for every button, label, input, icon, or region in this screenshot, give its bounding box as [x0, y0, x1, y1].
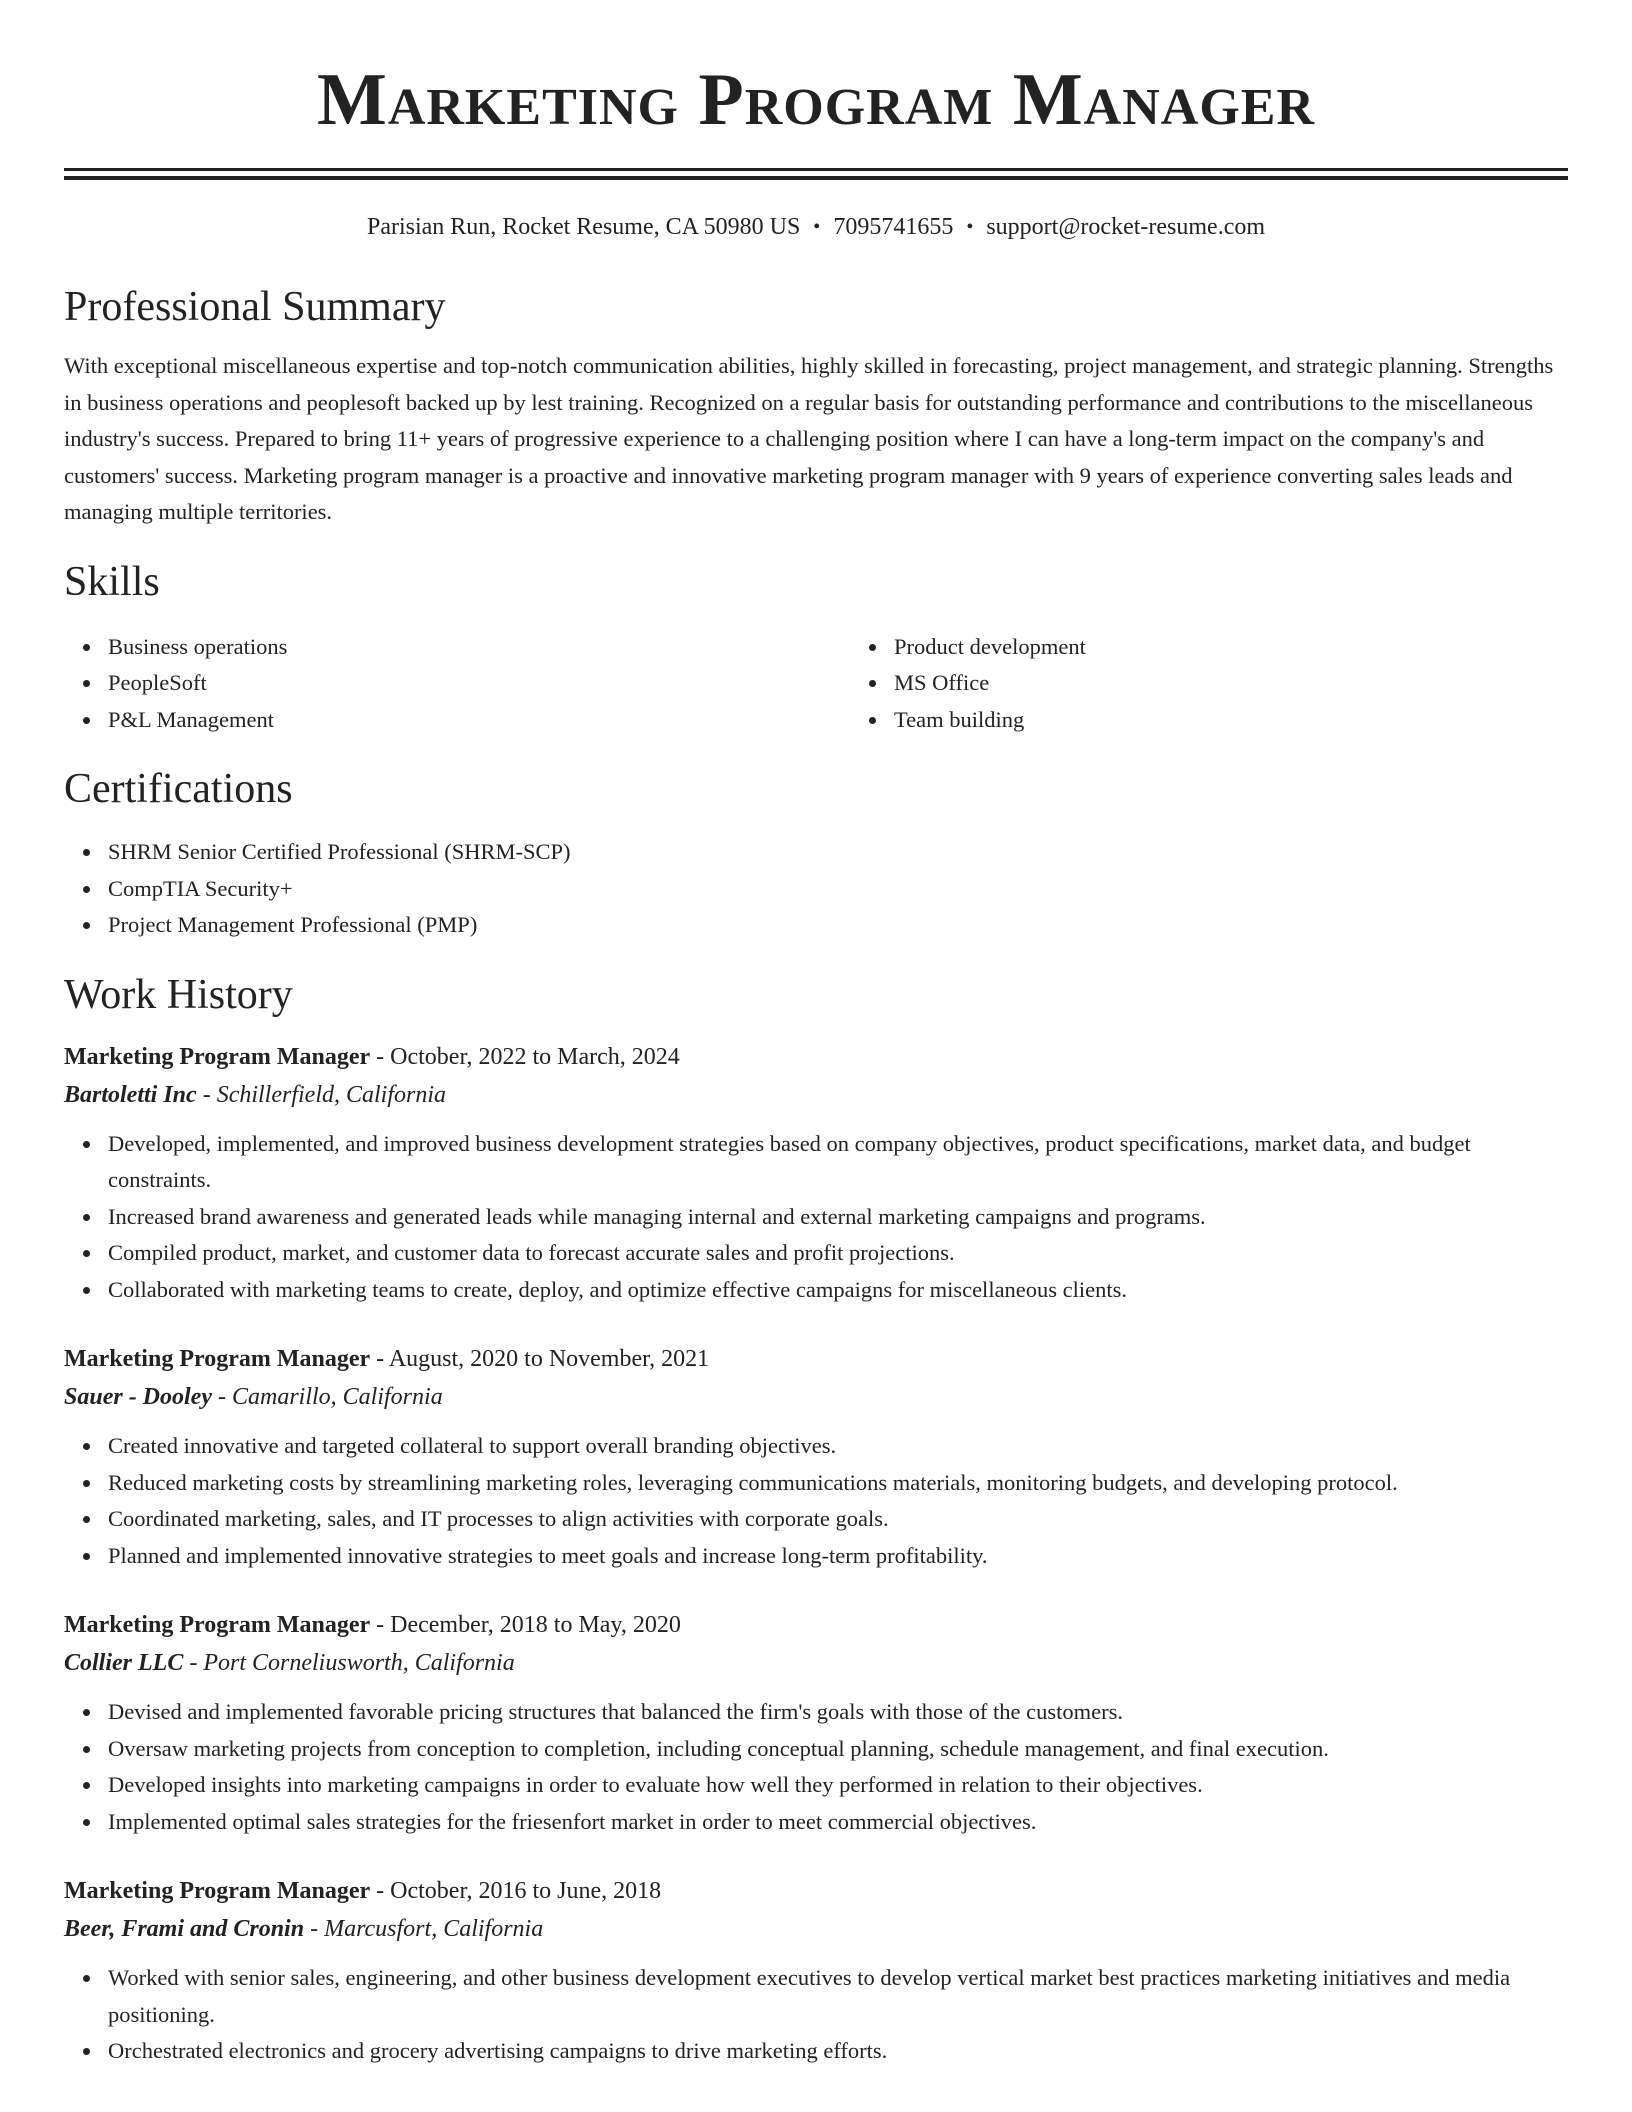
- job-dates: October, 2022 to March, 2024: [390, 1043, 680, 1070]
- company-location: Schillerfield, California: [216, 1081, 447, 1108]
- skill-item: Business operations: [108, 629, 850, 666]
- job-bullets: [64, 1960, 1568, 2070]
- job-title-line: Marketing Program Manager - October, 2022 to March, 2024: [64, 1043, 680, 1070]
- job-bullet: Developed, implemented, and improved business development strategies based on company objectives, product specifications, market data, and budget constraints.: [108, 1126, 1568, 1199]
- job-bullet: Orchestrated electronics and grocery advertising campaigns to drive marketing efforts.: [108, 2033, 1568, 2070]
- resume-title: Marketing Program Manager: [316, 59, 1316, 141]
- skill-item: PeopleSoft: [108, 665, 850, 702]
- work-history-heading: Work History: [64, 971, 293, 1018]
- job-bullet: Oversaw marketing projects from conception to completion, including conceptual planning, schedule management, and final execution.: [108, 1731, 1568, 1768]
- job-entry: [64, 1038, 1568, 1309]
- job-title: Marketing Program Manager: [64, 1878, 371, 1904]
- certification-item: CompTIA Security+: [108, 871, 1568, 908]
- certification-item: SHRM Senior Certified Professional (SHRM-SCP): [108, 834, 1568, 871]
- job-entry: [64, 1872, 1568, 2070]
- job-bullet: Developed insights into marketing campaigns in order to evaluate how well they performed in relation to their objectives.: [108, 1767, 1568, 1804]
- job-bullet: Implemented optimal sales strategies for the friesenfort market in order to meet commercial objectives.: [108, 1804, 1568, 1841]
- skills-heading: Skills: [64, 558, 160, 605]
- job-bullets: [64, 1428, 1568, 1574]
- contact-phone: 7095741655: [833, 214, 954, 240]
- skill-item: MS Office: [894, 665, 1632, 702]
- title-divider-top: [64, 168, 1568, 171]
- skill-item: Product development: [894, 629, 1632, 666]
- company-name: Beer, Frami and Cronin: [64, 1916, 305, 1942]
- job-dates: August, 2020 to November, 2021: [388, 1346, 710, 1372]
- job-title-line: Marketing Program Manager - August, 2020 to November, 2021: [64, 1346, 710, 1372]
- job-entry: [64, 1340, 1568, 1574]
- job-title-line: Marketing Program Manager - December, 2018 to May, 2020: [64, 1612, 681, 1638]
- skills-list: [64, 629, 1568, 739]
- job-bullet: Increased brand awareness and generated leads while managing internal and external marketing campaigns and programs.: [108, 1199, 1568, 1236]
- contact-line: [64, 212, 1568, 242]
- job-title-line: Marketing Program Manager - October, 2016 to June, 2018: [64, 1878, 662, 1904]
- contact-separator: •: [966, 216, 974, 238]
- job-bullet: Reduced marketing costs by streamlining marketing roles, leveraging communications materials, monitoring budgets, and developing protocol.: [108, 1465, 1568, 1502]
- company-line: Collier LLC - Port Corneliusworth, California: [64, 1650, 515, 1676]
- job-dates: December, 2018 to May, 2020: [390, 1612, 681, 1638]
- job-bullet: Created innovative and targeted collateral to support overall branding objectives.: [108, 1428, 1568, 1465]
- job-title: Marketing Program Manager: [64, 1346, 371, 1372]
- certification-item: Project Management Professional (PMP): [108, 907, 1568, 944]
- job-entry: [64, 1606, 1568, 1840]
- contact-address: Parisian Run, Rocket Resume, CA 50980 US: [366, 214, 801, 240]
- skill-item: Team building: [894, 702, 1632, 739]
- company-line: Beer, Frami and Cronin - Marcusfort, California: [64, 1916, 544, 1942]
- contact-separator: •: [813, 216, 821, 238]
- skills-column-right: [850, 629, 1632, 739]
- job-title: Marketing Program Manager: [64, 1043, 371, 1070]
- title-divider-bottom: [64, 176, 1568, 180]
- job-dates: October, 2016 to June, 2018: [390, 1878, 662, 1904]
- company-line: Bartoletti Inc - Schillerfield, California: [64, 1081, 447, 1108]
- company-location: Marcusfort, California: [324, 1916, 544, 1942]
- job-bullet: Compiled product, market, and customer data to forecast accurate sales and profit projections.: [108, 1235, 1568, 1272]
- skill-item: P&L Management: [108, 702, 850, 739]
- summary-text: With exceptional miscellaneous expertise and top-notch communication abilities, highly skilled in forecasting, project management, and strategic planning. Strengths in business operations and peoplesoft backed up by lest training. Recognized on a regular basis for outstanding performance and contributions to the miscellaneous industry's success. Prepared to bring 11+ years of progressive experience to a challenging position where I can have a long-term impact on the company's and customers' success. Marketing program manager is a proactive and innovative marketing program manager with 9 years of experience converting sales leads and managing multiple territories.: [64, 353, 1554, 524]
- company-name: Collier LLC: [64, 1650, 184, 1676]
- company-line: Sauer - Dooley - Camarillo, California: [64, 1384, 443, 1410]
- certifications-list: [64, 834, 1568, 944]
- company-location: Camarillo, California: [231, 1384, 443, 1410]
- job-bullet: Collaborated with marketing teams to create, deploy, and optimize effective campaigns for miscellaneous clients.: [108, 1272, 1568, 1309]
- job-bullet: Coordinated marketing, sales, and IT processes to align activities with corporate goals.: [108, 1501, 1568, 1538]
- contact-email: support@rocket-resume.com: [986, 214, 1266, 240]
- company-name: Bartoletti Inc: [64, 1081, 197, 1108]
- job-bullet: Devised and implemented favorable pricing structures that balanced the firm's goals with those of the customers.: [108, 1694, 1568, 1731]
- job-bullets: [64, 1126, 1568, 1309]
- company-name: Sauer - Dooley: [64, 1384, 212, 1410]
- skills-column-left: [64, 629, 850, 739]
- job-bullet: Worked with senior sales, engineering, and other business development executives to develop vertical market best practices marketing initiatives and media positioning.: [108, 1960, 1568, 2033]
- job-bullet: Planned and implemented innovative strategies to meet goals and increase long-term profitability.: [108, 1538, 1568, 1575]
- company-location: Port Corneliusworth, California: [203, 1650, 515, 1676]
- certifications-heading: Certifications: [64, 766, 293, 812]
- job-bullets: [64, 1694, 1568, 1840]
- job-title: Marketing Program Manager: [64, 1612, 371, 1638]
- summary-heading: Professional Summary: [64, 284, 446, 330]
